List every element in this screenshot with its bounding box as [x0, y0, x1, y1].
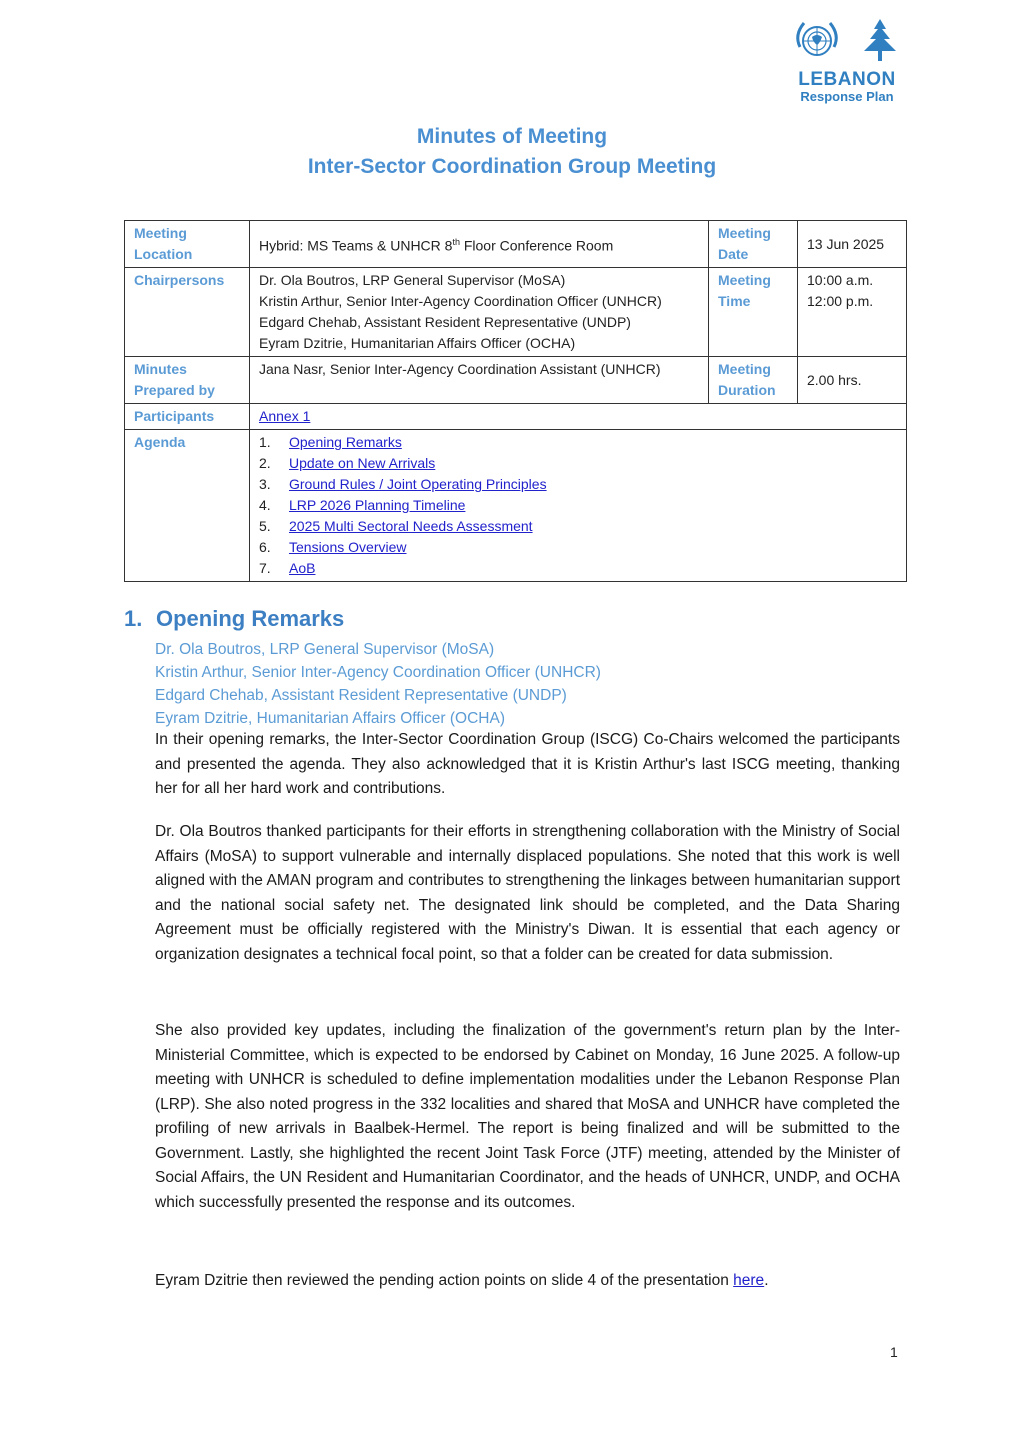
agenda-item	[259, 453, 897, 474]
logo-response-plan-text: Response Plan	[800, 89, 894, 104]
chairpersons-value	[250, 268, 709, 357]
chairperson: Kristin Arthur, Senior Inter-Agency Coordination Officer (UNHCR)	[259, 293, 662, 309]
meeting-location-label: Meeting Location	[125, 221, 250, 268]
section-title: Opening Remarks	[156, 606, 345, 631]
table-row	[125, 221, 907, 268]
meeting-duration-value: 2.00 hrs.	[798, 357, 907, 404]
agenda-item	[259, 432, 897, 453]
meeting-date-label: Meeting Date	[709, 221, 798, 268]
agenda-list	[259, 432, 897, 579]
location-text-end: Floor Conference Room	[459, 237, 614, 254]
table-row	[125, 357, 907, 404]
paragraph-period: .	[764, 1272, 769, 1289]
paragraph: In their opening remarks, the Inter-Sector Coordination Group (ISCG) Co-Chairs welcomed the participants and presented the agenda. They also acknowledged that it is Kristin Arthur's last ISCG meeting, thanking her for all her hard work and contributions.	[155, 731, 900, 797]
paragraph: Dr. Ola Boutros thanked participants for their efforts in strengthening collaboration with the Ministry of Social Affairs (MoSA) to support vulnerable and internally displaced populations. She noted that this work is well aligned with the AMAN program and contributes to strengthening the linkages between humanitarian support and the national social safety net. The designated link should be completed, and the Data Sharing Agreement must be officially registered with the Ministry's Diwan. It is essential that each agency or organization designates a technical focal point, so that a folder can be created for data submission.	[155, 823, 900, 963]
meeting-start-time: 10:00 a.m.	[807, 272, 874, 288]
annex-1-link[interactable]: Annex 1	[259, 408, 311, 424]
location-superscript: th	[452, 236, 460, 247]
logo-lebanon-text: LEBANON	[798, 69, 896, 90]
agenda-item	[259, 474, 897, 495]
agenda-number: 3.	[259, 476, 271, 492]
meeting-date-value: 13 Jun 2025	[798, 221, 907, 268]
speaker: Eyram Dzitrie, Humanitarian Affairs Officer (OCHA)	[155, 710, 505, 727]
chairperson: Edgard Chehab, Assistant Resident Representative (UNDP)	[259, 314, 631, 330]
paragraph-text: Eyram Dzitrie then reviewed the pending action points on slide 4 of the presentation	[155, 1272, 734, 1289]
meeting-location-value	[250, 221, 709, 268]
table-row	[125, 404, 907, 430]
agenda-number: 6.	[259, 539, 271, 555]
agenda-link-ground-rules[interactable]: Ground Rules / Joint Operating Principles	[289, 476, 547, 492]
participants-value	[250, 404, 907, 430]
agenda-link-aob[interactable]: AoB	[289, 560, 316, 576]
agenda-number: 7.	[259, 560, 271, 576]
minutes-prepared-value: Jana Nasr, Senior Inter-Agency Coordination Assistant (UNHCR)	[250, 357, 709, 404]
paragraph: She also provided key updates, including the finalization of the government's return plan by the Inter-Ministerial Committee, which is expected to be endorsed by Cabinet on Monday, 16 June 2025. A follow-up meeting with UNHCR is scheduled to define implementation modalities under the Lebanon Response Plan (LRP). She also noted progress in the 332 localities and shared that MoSA and UNHCR have completed the profiling of new arrivals in Baalbek-Hermel. The report is being finalized and will be submitted to the Government. Lastly, she highlighted the recent Joint Task Force (JTF) meeting, attended by the Minister of Social Affairs, the UN Resident and Humanitarian Coordinator, and the heads of UNHCR, UNDP, and OCHA which successfully presented the response and its outcomes.	[155, 1022, 900, 1211]
agenda-item	[259, 537, 897, 558]
location-text: Hybrid: MS Teams & UNHCR 8	[259, 237, 453, 254]
agenda-label: Agenda	[125, 430, 250, 582]
meeting-info-table	[124, 220, 907, 582]
speaker: Edgard Chehab, Assistant Resident Representative (UNDP)	[155, 687, 567, 704]
lrp-logo	[788, 18, 906, 108]
page-number: 1	[890, 1344, 898, 1360]
agenda-link-tensions[interactable]: Tensions Overview	[289, 539, 407, 555]
agenda-link-msna[interactable]: 2025 Multi Sectoral Needs Assessment	[289, 518, 533, 534]
agenda-link-new-arrivals[interactable]: Update on New Arrivals	[289, 455, 436, 471]
agenda-number: 4.	[259, 497, 271, 513]
chairperson: Dr. Ola Boutros, LRP General Supervisor (MoSA)	[259, 272, 566, 288]
agenda-value	[250, 430, 907, 582]
table-row	[125, 268, 907, 357]
minutes-prepared-label: Minutes Prepared by	[125, 357, 250, 404]
meeting-time-label: Meeting Time	[709, 268, 798, 357]
cedar-tree-icon	[858, 17, 902, 70]
agenda-link-opening-remarks[interactable]: Opening Remarks	[289, 434, 402, 450]
table-row	[125, 430, 907, 582]
agenda-item	[259, 495, 897, 516]
un-emblem-icon	[792, 17, 842, 70]
chairperson: Eyram Dzitrie, Humanitarian Affairs Officer (OCHA)	[259, 335, 576, 351]
agenda-number: 5.	[259, 518, 271, 534]
agenda-number: 2.	[259, 455, 271, 471]
section-speakers	[155, 638, 601, 730]
meeting-duration-label: Meeting Duration	[709, 357, 798, 404]
document-title: Minutes of Meeting	[416, 125, 608, 148]
agenda-number: 1.	[259, 434, 271, 450]
document-subtitle: Inter-Sector Coordination Group Meeting	[307, 155, 717, 178]
agenda-link-lrp-timeline[interactable]: LRP 2026 Planning Timeline	[289, 497, 466, 513]
paragraph-action-points	[155, 1269, 900, 1294]
section-heading-opening-remarks	[124, 606, 344, 632]
section-number: 1.	[124, 606, 143, 631]
agenda-item	[259, 558, 897, 579]
speaker: Dr. Ola Boutros, LRP General Supervisor (MoSA)	[155, 641, 495, 658]
chairpersons-label: Chairpersons	[125, 268, 250, 357]
participants-label: Participants	[125, 404, 250, 430]
presentation-here-link[interactable]: here	[733, 1272, 765, 1289]
meeting-time-value	[798, 268, 907, 357]
speaker: Kristin Arthur, Senior Inter-Agency Coordination Officer (UNHCR)	[155, 664, 601, 681]
meeting-end-time: 12:00 p.m.	[807, 293, 874, 309]
agenda-item	[259, 516, 897, 537]
